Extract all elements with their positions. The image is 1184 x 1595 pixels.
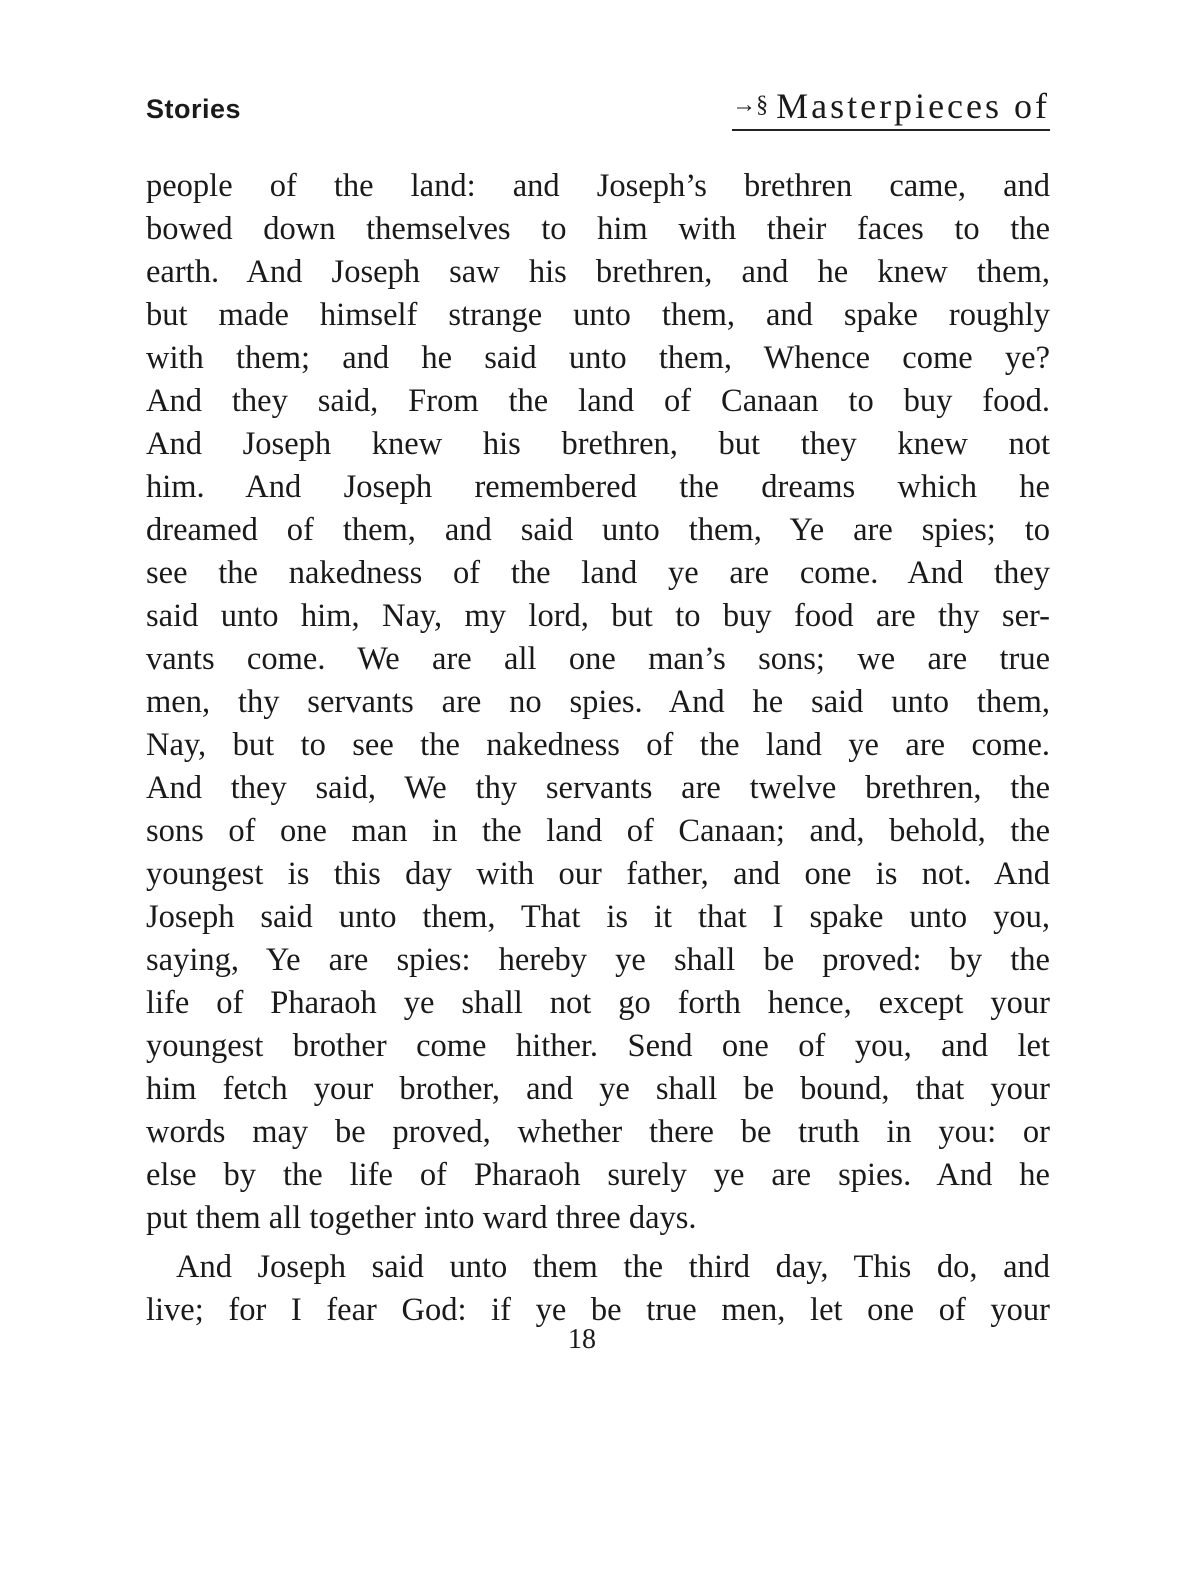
text-line: see the nakedness of the land ye are come. And they [146,555,1050,591]
text-line: live; for I fear God: if ye be true men, let one of your [146,1292,1050,1328]
paragraph-2 [146,1246,1050,1332]
text-line: men, thy servants are no spies. And he said unto them, [146,684,1050,720]
text-line: And they said, We thy servants are twelve brethren, the [146,770,1050,806]
book-title [732,84,1050,131]
text-line: Nay, but to see the nakedness of the land ye are come. [146,727,1050,763]
text-line: And Joseph said unto them the third day, This do, and [176,1249,1050,1285]
text-line: And they said, From the land of Canaan to buy food. [146,383,1050,419]
text-line: else by the life of Pharaoh surely ye are spies. And he [146,1157,1050,1193]
book-title-text: Masterpieces of [776,86,1050,126]
text-line: earth. And Joseph saw his brethren, and he knew them, [146,254,1050,290]
text-line: people of the land: and Joseph’s brethren came, and [146,168,1050,204]
section-title: Stories [146,94,242,124]
text-line: And Joseph knew his brethren, but they knew not [146,426,1050,462]
running-header [146,84,1050,132]
text-line: but made himself strange unto them, and spake roughly [146,297,1050,333]
text-line: words may be proved, whether there be truth in you: or [146,1114,1050,1150]
header-ornament: →§ [732,92,769,118]
text-line: sons of one man in the land of Canaan; and, behold, the [146,813,1050,849]
text-line: put them all together into ward three days. [146,1200,697,1236]
text-line: life of Pharaoh ye shall not go forth hence, except your [146,985,1050,1021]
paragraph-1 [146,165,1050,1240]
text-line: him. And Joseph remembered the dreams which he [146,469,1050,505]
text-line: saying, Ye are spies: hereby ye shall be proved: by the [146,942,1050,978]
text-line: youngest is this day with our father, and one is not. And [146,856,1050,892]
text-line: youngest brother come hither. Send one of you, and let [146,1028,1050,1064]
body-text [146,165,1050,1332]
text-line: with them; and he said unto them, Whence come ye? [146,340,1050,376]
text-line: dreamed of them, and said unto them, Ye are spies; to [146,512,1050,548]
text-line: vants come. We are all one man’s sons; we are true [146,641,1050,677]
text-line: bowed down themselves to him with their faces to the [146,211,1050,247]
text-line: Joseph said unto them, That is it that I spake unto you, [146,899,1050,935]
text-line: him fetch your brother, and ye shall be bound, that your [146,1071,1050,1107]
page-number: 18 [568,1324,596,1355]
text-line: said unto him, Nay, my lord, but to buy food are thy ser- [146,598,1050,634]
